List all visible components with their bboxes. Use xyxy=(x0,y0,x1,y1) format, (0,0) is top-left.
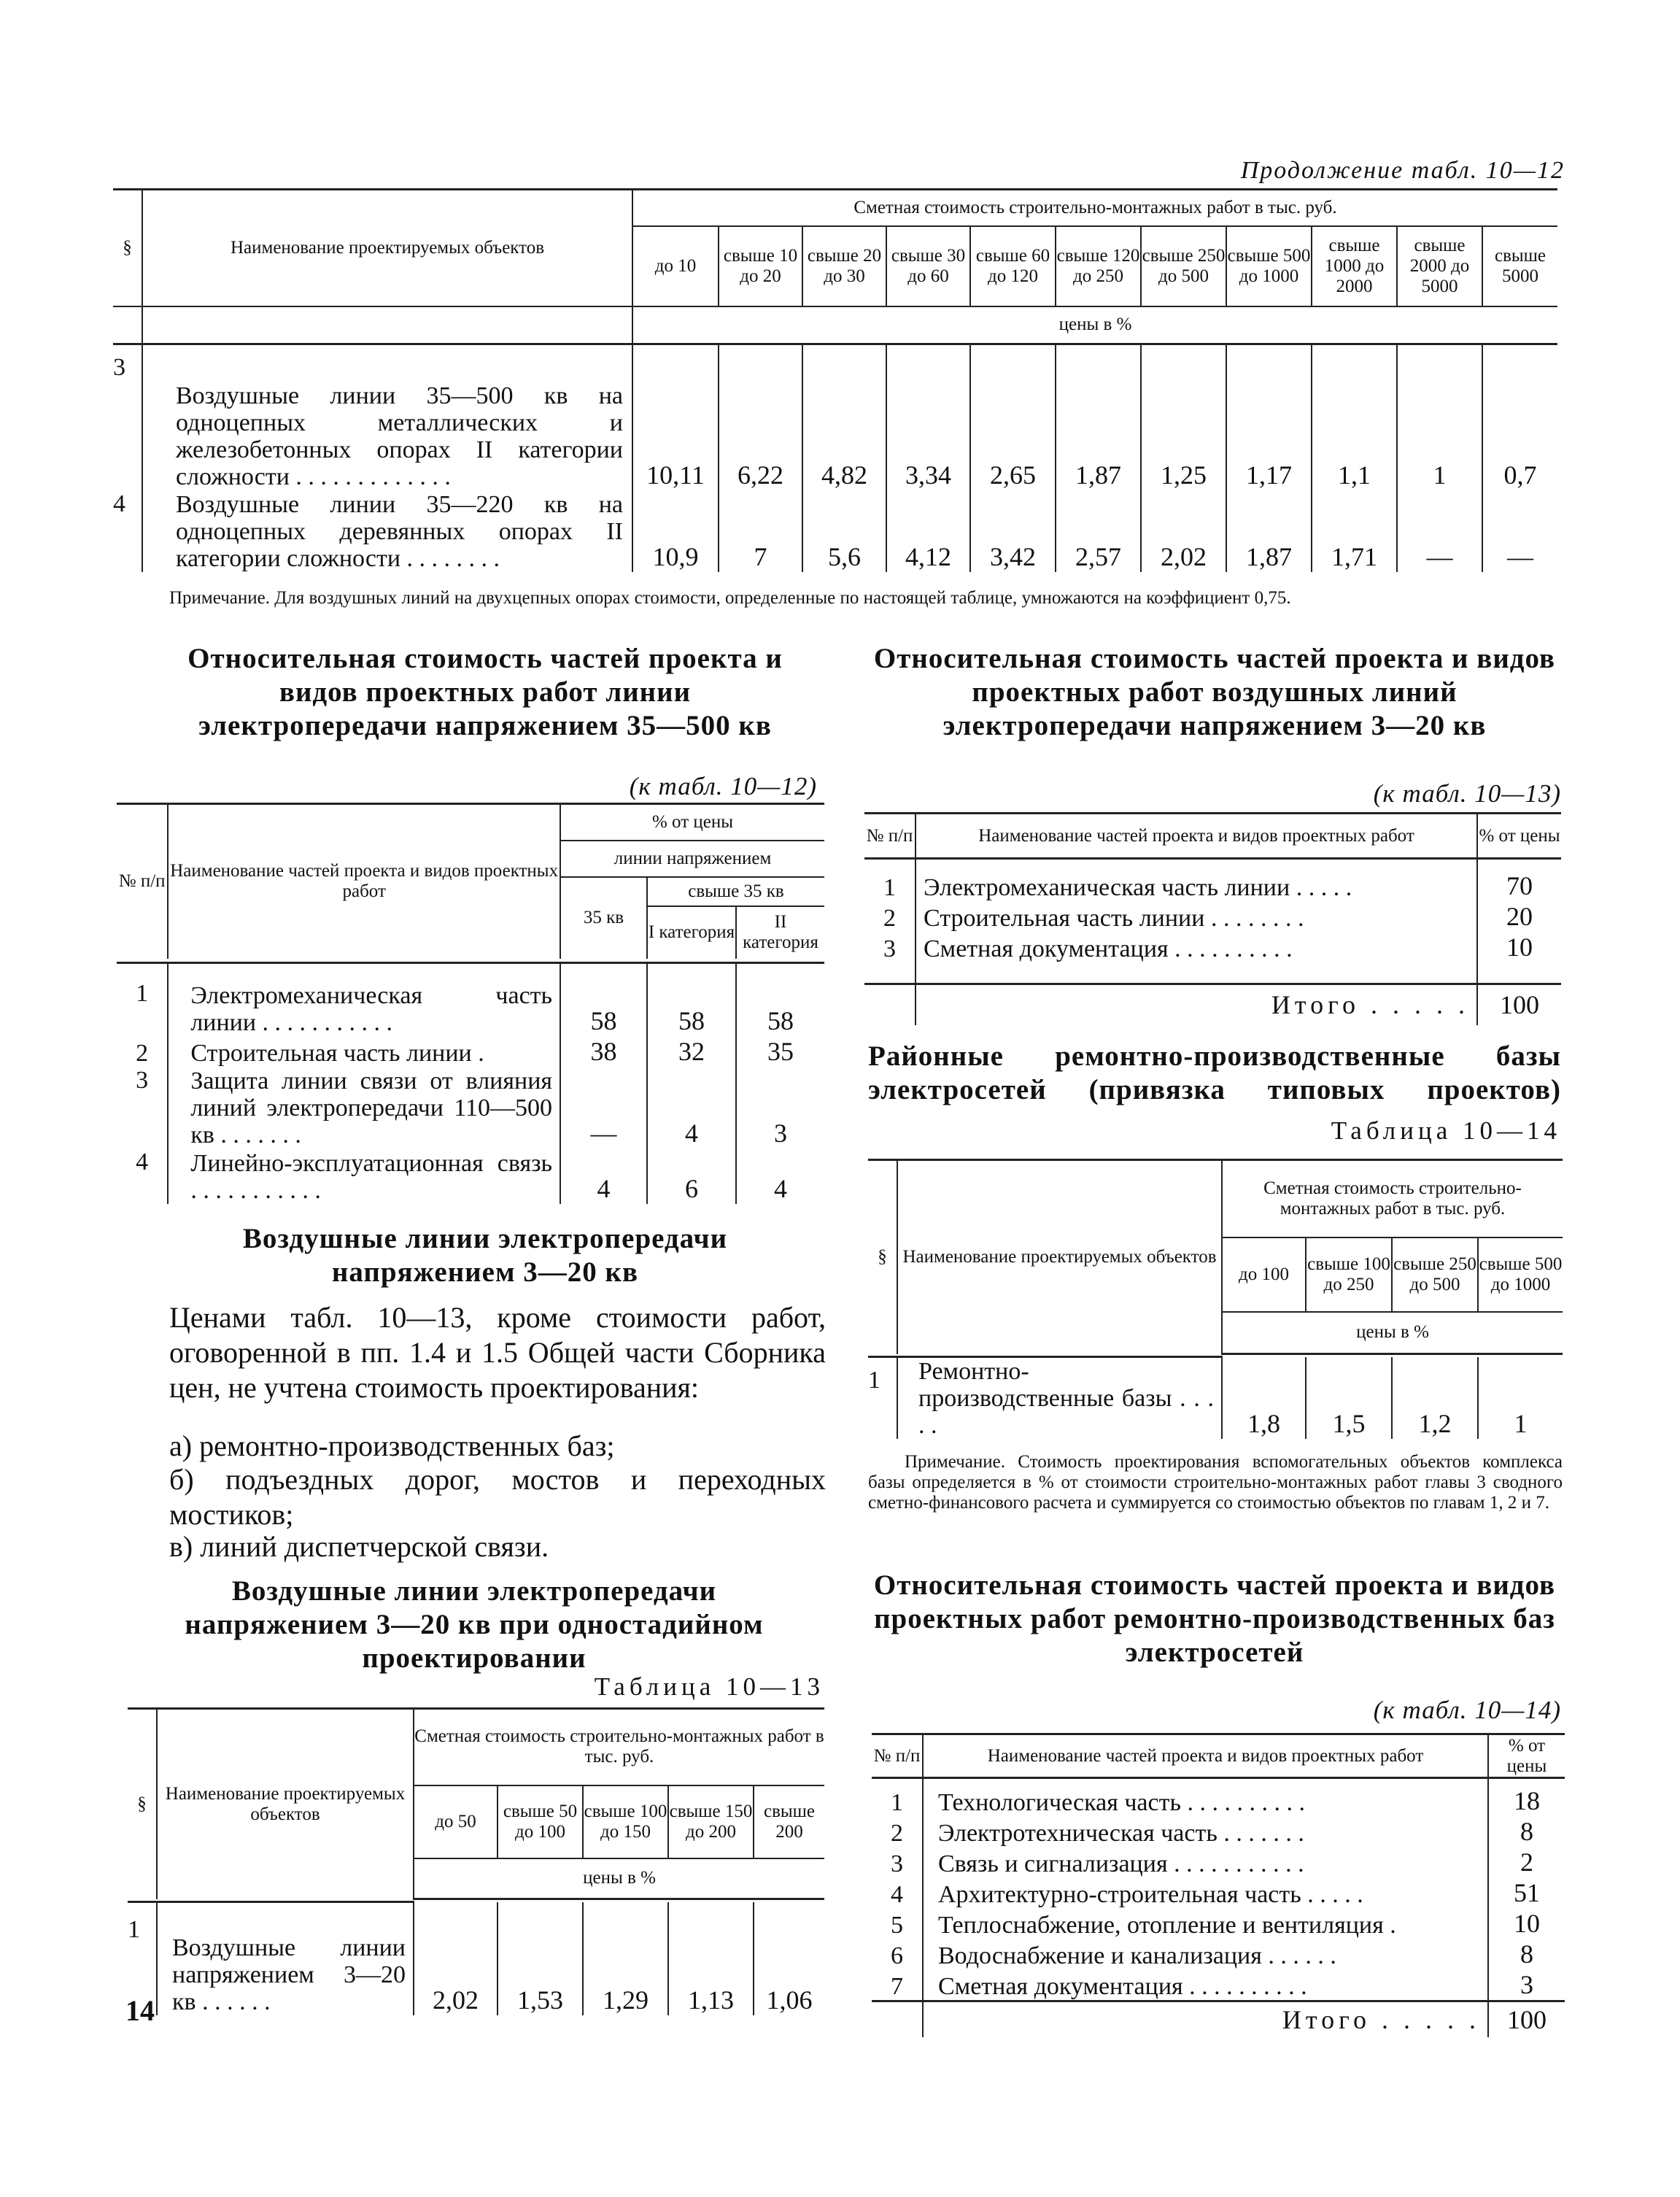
cell: 4 xyxy=(647,1067,736,1148)
left-ref-1: (к табл. 10—12) xyxy=(629,772,817,800)
cell: — xyxy=(1482,490,1557,572)
col-header: свыше 100 до 250 xyxy=(1306,1237,1392,1312)
col-header: до 10 xyxy=(632,226,719,306)
cell: 0,7 xyxy=(1482,344,1557,490)
col-header: свыше 50 до 100 xyxy=(498,1785,583,1858)
row-section: 4 xyxy=(113,490,125,517)
col-name: Наименование проектируемых объектов xyxy=(157,1709,414,1899)
total-label: Итого . . . . . xyxy=(916,984,1477,1025)
cell: 1,71 xyxy=(1312,490,1397,572)
right-ref-3: (к табл. 10—14) xyxy=(1373,1696,1561,1724)
col-header: до 100 xyxy=(1222,1237,1306,1312)
left-heading-3: Воздушные линии электропередачи напряжением 3—20 кв при одностадийном проектировании xyxy=(185,1575,764,1674)
row-name: Водоснабжение и канализация . . . . . . xyxy=(923,1939,1488,1969)
cell: 4,12 xyxy=(886,490,970,572)
row-name: Ремонтно-производственные базы . . . . . xyxy=(897,1357,1222,1440)
cell: 1,87 xyxy=(1226,490,1312,572)
cell: 51 xyxy=(1488,1877,1565,1908)
col-name: Наименование частей проекта и видов проектных работ xyxy=(923,1734,1488,1778)
cell: 70 xyxy=(1477,859,1561,901)
cell: 32 xyxy=(647,1036,736,1067)
cell: 10 xyxy=(1488,1908,1565,1939)
cell: 1,2 xyxy=(1392,1357,1478,1440)
row-num: 6 xyxy=(891,1942,903,1969)
right-heading-2: Районные ремонтно-производственные базы электросетей (привязка типовых проектов) xyxy=(868,1040,1561,1105)
cell: 3,34 xyxy=(886,344,970,490)
col-cat1: I категория xyxy=(647,906,736,959)
col-name: Наименование проектируемых объектов xyxy=(142,190,632,306)
cell: 58 xyxy=(736,963,824,1036)
cell: 7 xyxy=(719,490,802,572)
cell: 1,87 xyxy=(1056,344,1141,490)
col-name: Наименование частей проекта и видов проектных работ xyxy=(168,804,560,959)
right-note: Примечание. Стоимость проектирования вспомогательных объектов комплекса базы определяется в % от стоимости строительно-монтажных работ главы 3 сводного сметно-финансового расчета и суммируется со стоимостью объектов по главам 1, 2 и 7. xyxy=(868,1452,1563,1513)
left-table-2 xyxy=(128,1707,824,2015)
left-table-1 xyxy=(117,803,824,1204)
right-table-label: Таблица 10—14 xyxy=(1331,1116,1561,1145)
row-name: Теплоснабжение, отопление и вентиляция . xyxy=(923,1908,1488,1939)
right-table-3 xyxy=(872,1733,1565,2037)
row-num: 2 xyxy=(136,1039,149,1067)
right-table-2 xyxy=(868,1159,1563,1439)
total-label: Итого . . . . . xyxy=(923,2001,1488,2037)
left-table-label: Таблица 10—13 xyxy=(594,1672,824,1701)
cell: 1,17 xyxy=(1226,344,1312,490)
row-name: Сметная документация . . . . . . . . . . xyxy=(916,932,1477,962)
col-header: свыше 150 до 200 xyxy=(668,1785,754,1858)
units-label: цены в % xyxy=(632,306,1557,344)
row-section: 1 xyxy=(868,1367,880,1394)
col-pct: % от цены xyxy=(1488,1734,1565,1778)
main-note: Примечание. Для воздушных линий на двухцепных опорах стоимости, определенные по настоящей таблице, умножаются на коэффициент 0,75. xyxy=(169,588,1291,608)
cell: 58 xyxy=(560,963,647,1036)
left-heading-2: Воздушные линии электропередачи напряжением 3—20 кв xyxy=(242,1223,728,1288)
col-header: свыше 120 до 250 xyxy=(1056,226,1141,306)
row-name: Строительная часть линии . . . . . . . . xyxy=(916,901,1477,932)
col-header: свыше 250 до 500 xyxy=(1141,226,1226,306)
col-header: свыше 30 до 60 xyxy=(886,226,970,306)
group-header: Сметная стоимость строительно-монтажных работ в тыс. руб. xyxy=(1222,1160,1563,1237)
cell: 4 xyxy=(736,1148,824,1204)
cell: 10,9 xyxy=(632,490,719,572)
col-header: свыше 100 до 150 xyxy=(583,1785,668,1858)
cell: 3 xyxy=(736,1067,824,1148)
col-num: № п/п xyxy=(872,1734,923,1778)
list-item: б) подъездных дорог, мостов и переходных мостиков; xyxy=(169,1463,826,1531)
right-ref-1: (к табл. 10—13) xyxy=(1373,779,1561,808)
cell: — xyxy=(1397,490,1482,572)
row-num: 7 xyxy=(872,1969,923,2001)
row-name: Технологическая часть . . . . . . . . . . xyxy=(923,1778,1488,1816)
col-pct: % от цены xyxy=(560,804,824,841)
col-header: свыше 250 до 500 xyxy=(1392,1237,1478,1312)
col-header: до 50 xyxy=(414,1785,498,1858)
units-label: цены в % xyxy=(414,1858,824,1899)
row-name: Защита линии связи от влияния линий электропередачи 110—500 кв . . . . . . . xyxy=(168,1067,560,1148)
left-paragraph: Ценами табл. 10—13, кроме стоимости работ, оговоренной в пп. 1.4 и 1.5 Общей части Сборника цен, не учтена стоимость проектирования: xyxy=(169,1301,826,1404)
row-num: 3 xyxy=(136,1066,149,1094)
cell: 10 xyxy=(1477,932,1561,962)
row-section: 3 xyxy=(113,354,125,381)
col-lines: линии напряжением xyxy=(560,841,824,877)
right-heading-3: Относительная стоимость частей проекта и видов проектных работ ремонтно-производственных баз электросетей xyxy=(873,1569,1556,1668)
list-item: а) ремонтно-производственных баз; xyxy=(169,1429,615,1462)
cell: 4 xyxy=(560,1148,647,1204)
cell: 18 xyxy=(1488,1778,1565,1816)
col-header: свыше 500 до 1000 xyxy=(1478,1237,1563,1312)
cell: 6,22 xyxy=(719,344,802,490)
col-name: Наименование проектируемых объектов xyxy=(897,1160,1222,1354)
col-section: § xyxy=(878,1247,887,1267)
total-value: 100 xyxy=(1477,984,1561,1025)
total-value: 100 xyxy=(1488,2001,1565,2037)
col-header: свыше 20 до 30 xyxy=(802,226,886,306)
row-name: Электромеханическая часть линии . . . . . . . . . . . xyxy=(168,963,560,1036)
col-num: № п/п xyxy=(118,871,166,892)
row-name: Электромеханическая часть линии . . . . . xyxy=(916,859,1477,901)
cell: 4,82 xyxy=(802,344,886,490)
left-heading-1: Относительная стоимость частей проекта и видов проектных работ линии электропередачи напряжением 35—500 кв xyxy=(187,643,783,741)
row-num: 2 xyxy=(883,904,896,932)
col-header: свыше 2000 до 5000 xyxy=(1397,226,1482,306)
col-header: свыше 1000 до 2000 xyxy=(1312,226,1397,306)
row-num: 1 xyxy=(891,1788,903,1816)
row-num: 5 xyxy=(891,1911,903,1939)
col-header: свыше 200 xyxy=(754,1785,824,1858)
row-name: Архитектурно-строительная часть . . . . . xyxy=(923,1877,1488,1908)
row-section: 1 xyxy=(128,1916,140,1943)
list-item: в) линий диспетчерской связи. xyxy=(169,1530,549,1563)
col-header: свыше 500 до 1000 xyxy=(1226,226,1312,306)
cell: 1,8 xyxy=(1222,1357,1306,1440)
cell: 3,42 xyxy=(970,490,1056,572)
col-num: № п/п xyxy=(864,814,916,859)
right-heading-1: Относительная стоимость частей проекта и видов проектных работ воздушных линий электропередачи напряжением 3—20 кв xyxy=(873,643,1556,741)
cell: 38 xyxy=(560,1036,647,1067)
row-num: 3 xyxy=(883,935,896,962)
row-num: 3 xyxy=(891,1850,903,1877)
col-header: свыше 60 до 120 xyxy=(970,226,1056,306)
row-name: Электротехническая часть . . . . . . . xyxy=(923,1816,1488,1847)
row-name: Строительная часть линии . xyxy=(168,1036,560,1067)
row-name: Воздушные линии 35—220 кв на одноцепных деревянных опорах II категории сложности . . . . . . . . xyxy=(142,490,632,572)
continuation-label: Продолжение табл. 10—12 xyxy=(1240,157,1565,184)
cell: 1,25 xyxy=(1141,344,1226,490)
main-table xyxy=(113,188,1557,572)
cell: 20 xyxy=(1477,901,1561,932)
row-name: Линейно-эксплуатационная связь . . . . . . . . . . . xyxy=(168,1148,560,1204)
row-num: 4 xyxy=(891,1880,903,1908)
cell: 8 xyxy=(1488,1939,1565,1969)
row-num: 1 xyxy=(883,873,896,901)
cell: 58 xyxy=(647,963,736,1036)
col-section: § xyxy=(137,1793,147,1814)
col-35kv: 35 кв xyxy=(560,877,647,959)
row-name: Воздушные линии 35—500 кв на одноцепных металлических и железобетонных опорах II категории сложности . . . . . . . . . . . . . xyxy=(142,344,632,490)
cell: 1,13 xyxy=(668,1902,754,2015)
group-header: Сметная стоимость строительно-монтажных работ в тыс. руб. xyxy=(414,1709,824,1785)
cell: 1 xyxy=(1478,1357,1563,1440)
cell: 1,1 xyxy=(1312,344,1397,490)
right-table-1 xyxy=(864,812,1561,1025)
row-name: Сметная документация . . . . . . . . . . xyxy=(923,1969,1488,2001)
col-header: свыше 10 до 20 xyxy=(719,226,802,306)
row-num: 4 xyxy=(136,1148,149,1175)
cell: 1,06 xyxy=(754,1902,824,2015)
cell: 3 xyxy=(1488,1969,1565,2001)
cell: 35 xyxy=(736,1036,824,1067)
cell: — xyxy=(560,1067,647,1148)
cell: 5,6 xyxy=(802,490,886,572)
col-header: свыше 5000 xyxy=(1482,226,1557,306)
col-name: Наименование частей проекта и видов проектных работ xyxy=(916,814,1477,859)
row-num: 2 xyxy=(891,1819,903,1847)
cell: 1 xyxy=(1397,344,1482,490)
col-above35: свыше 35 кв xyxy=(647,877,824,906)
cell: 1,53 xyxy=(498,1902,583,2015)
cell: 10,11 xyxy=(632,344,719,490)
row-name: Воздушные линии напряжением 3—20 кв . . . . . . xyxy=(157,1902,414,2015)
group-header: Сметная стоимость строительно-монтажных работ в тыс. руб. xyxy=(632,190,1557,226)
col-cat2: II категория xyxy=(736,906,824,959)
cell: 6 xyxy=(647,1148,736,1204)
row-name: Связь и сигнализация . . . . . . . . . . . xyxy=(923,1847,1488,1877)
cell: 1,5 xyxy=(1306,1357,1392,1440)
col-section: § xyxy=(123,237,132,258)
units-label: цены в % xyxy=(1222,1312,1563,1354)
cell: 2 xyxy=(1488,1847,1565,1877)
cell: 1,29 xyxy=(583,1902,668,2015)
cell: 2,02 xyxy=(1141,490,1226,572)
page-number: 14 xyxy=(125,1994,155,2027)
cell: 2,02 xyxy=(414,1902,498,2015)
cell: 2,57 xyxy=(1056,490,1141,572)
col-pct: % от цены xyxy=(1477,814,1561,859)
cell: 2,65 xyxy=(970,344,1056,490)
row-num: 1 xyxy=(136,980,149,1007)
cell: 8 xyxy=(1488,1816,1565,1847)
